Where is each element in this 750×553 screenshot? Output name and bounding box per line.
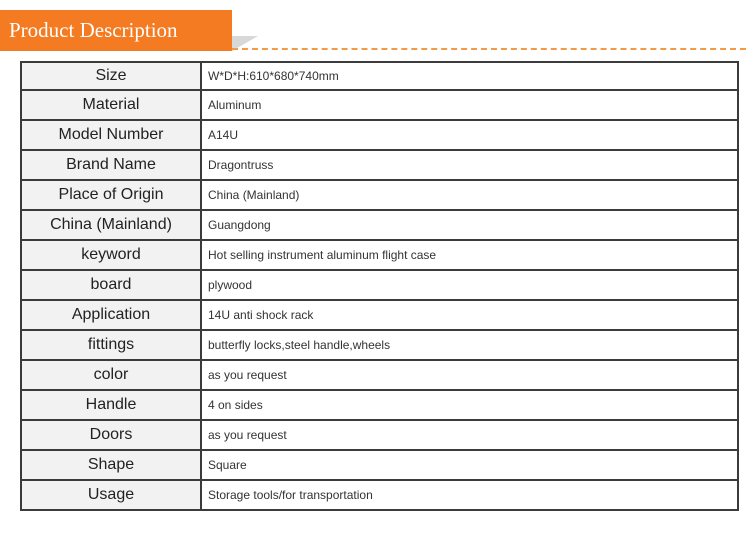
section-title: Product Description	[9, 18, 178, 42]
spec-label: Material	[21, 90, 201, 120]
spec-label: Size	[21, 62, 201, 90]
spec-label: Brand Name	[21, 150, 201, 180]
spec-label: Handle	[21, 390, 201, 420]
spec-row-handle	[21, 390, 738, 420]
spec-label: keyword	[21, 240, 201, 270]
spec-row-color	[21, 360, 738, 390]
spec-value: Hot selling instrument aluminum flight case	[201, 240, 738, 270]
spec-value: butterfly locks,steel handle,wheels	[201, 330, 738, 360]
spec-row-brand-name	[21, 150, 738, 180]
spec-label: Application	[21, 300, 201, 330]
spec-row-size	[21, 62, 738, 90]
spec-value: plywood	[201, 270, 738, 300]
product-spec-table	[20, 61, 739, 511]
spec-label: Place of Origin	[21, 180, 201, 210]
spec-value: Dragontruss	[201, 150, 738, 180]
spec-value: Guangdong	[201, 210, 738, 240]
spec-value: Aluminum	[201, 90, 738, 120]
spec-label: color	[21, 360, 201, 390]
spec-value: A14U	[201, 120, 738, 150]
dashed-divider	[232, 48, 746, 50]
spec-label: board	[21, 270, 201, 300]
spec-label: China (Mainland)	[21, 210, 201, 240]
spec-row-usage	[21, 480, 738, 510]
spec-label: Doors	[21, 420, 201, 450]
spec-value: Storage tools/for transportation	[201, 480, 738, 510]
spec-row-material	[21, 90, 738, 120]
spec-value: Square	[201, 450, 738, 480]
spec-value: as you request	[201, 360, 738, 390]
spec-value: W*D*H:610*680*740mm	[201, 62, 738, 90]
spec-row-application	[21, 300, 738, 330]
section-header	[0, 10, 750, 52]
spec-value: 14U anti shock rack	[201, 300, 738, 330]
spec-row-fittings	[21, 330, 738, 360]
spec-value: 4 on sides	[201, 390, 738, 420]
spec-row-place-of-origin	[21, 180, 738, 210]
section-title-box	[0, 10, 232, 51]
spec-value: China (Mainland)	[201, 180, 738, 210]
spec-row-doors	[21, 420, 738, 450]
spec-row-model-number	[21, 120, 738, 150]
spec-value: as you request	[201, 420, 738, 450]
spec-row-shape	[21, 450, 738, 480]
spec-row-china-mainland	[21, 210, 738, 240]
spec-label: fittings	[21, 330, 201, 360]
spec-row-keyword	[21, 240, 738, 270]
spec-label: Model Number	[21, 120, 201, 150]
spec-row-board	[21, 270, 738, 300]
spec-label: Shape	[21, 450, 201, 480]
spec-label: Usage	[21, 480, 201, 510]
